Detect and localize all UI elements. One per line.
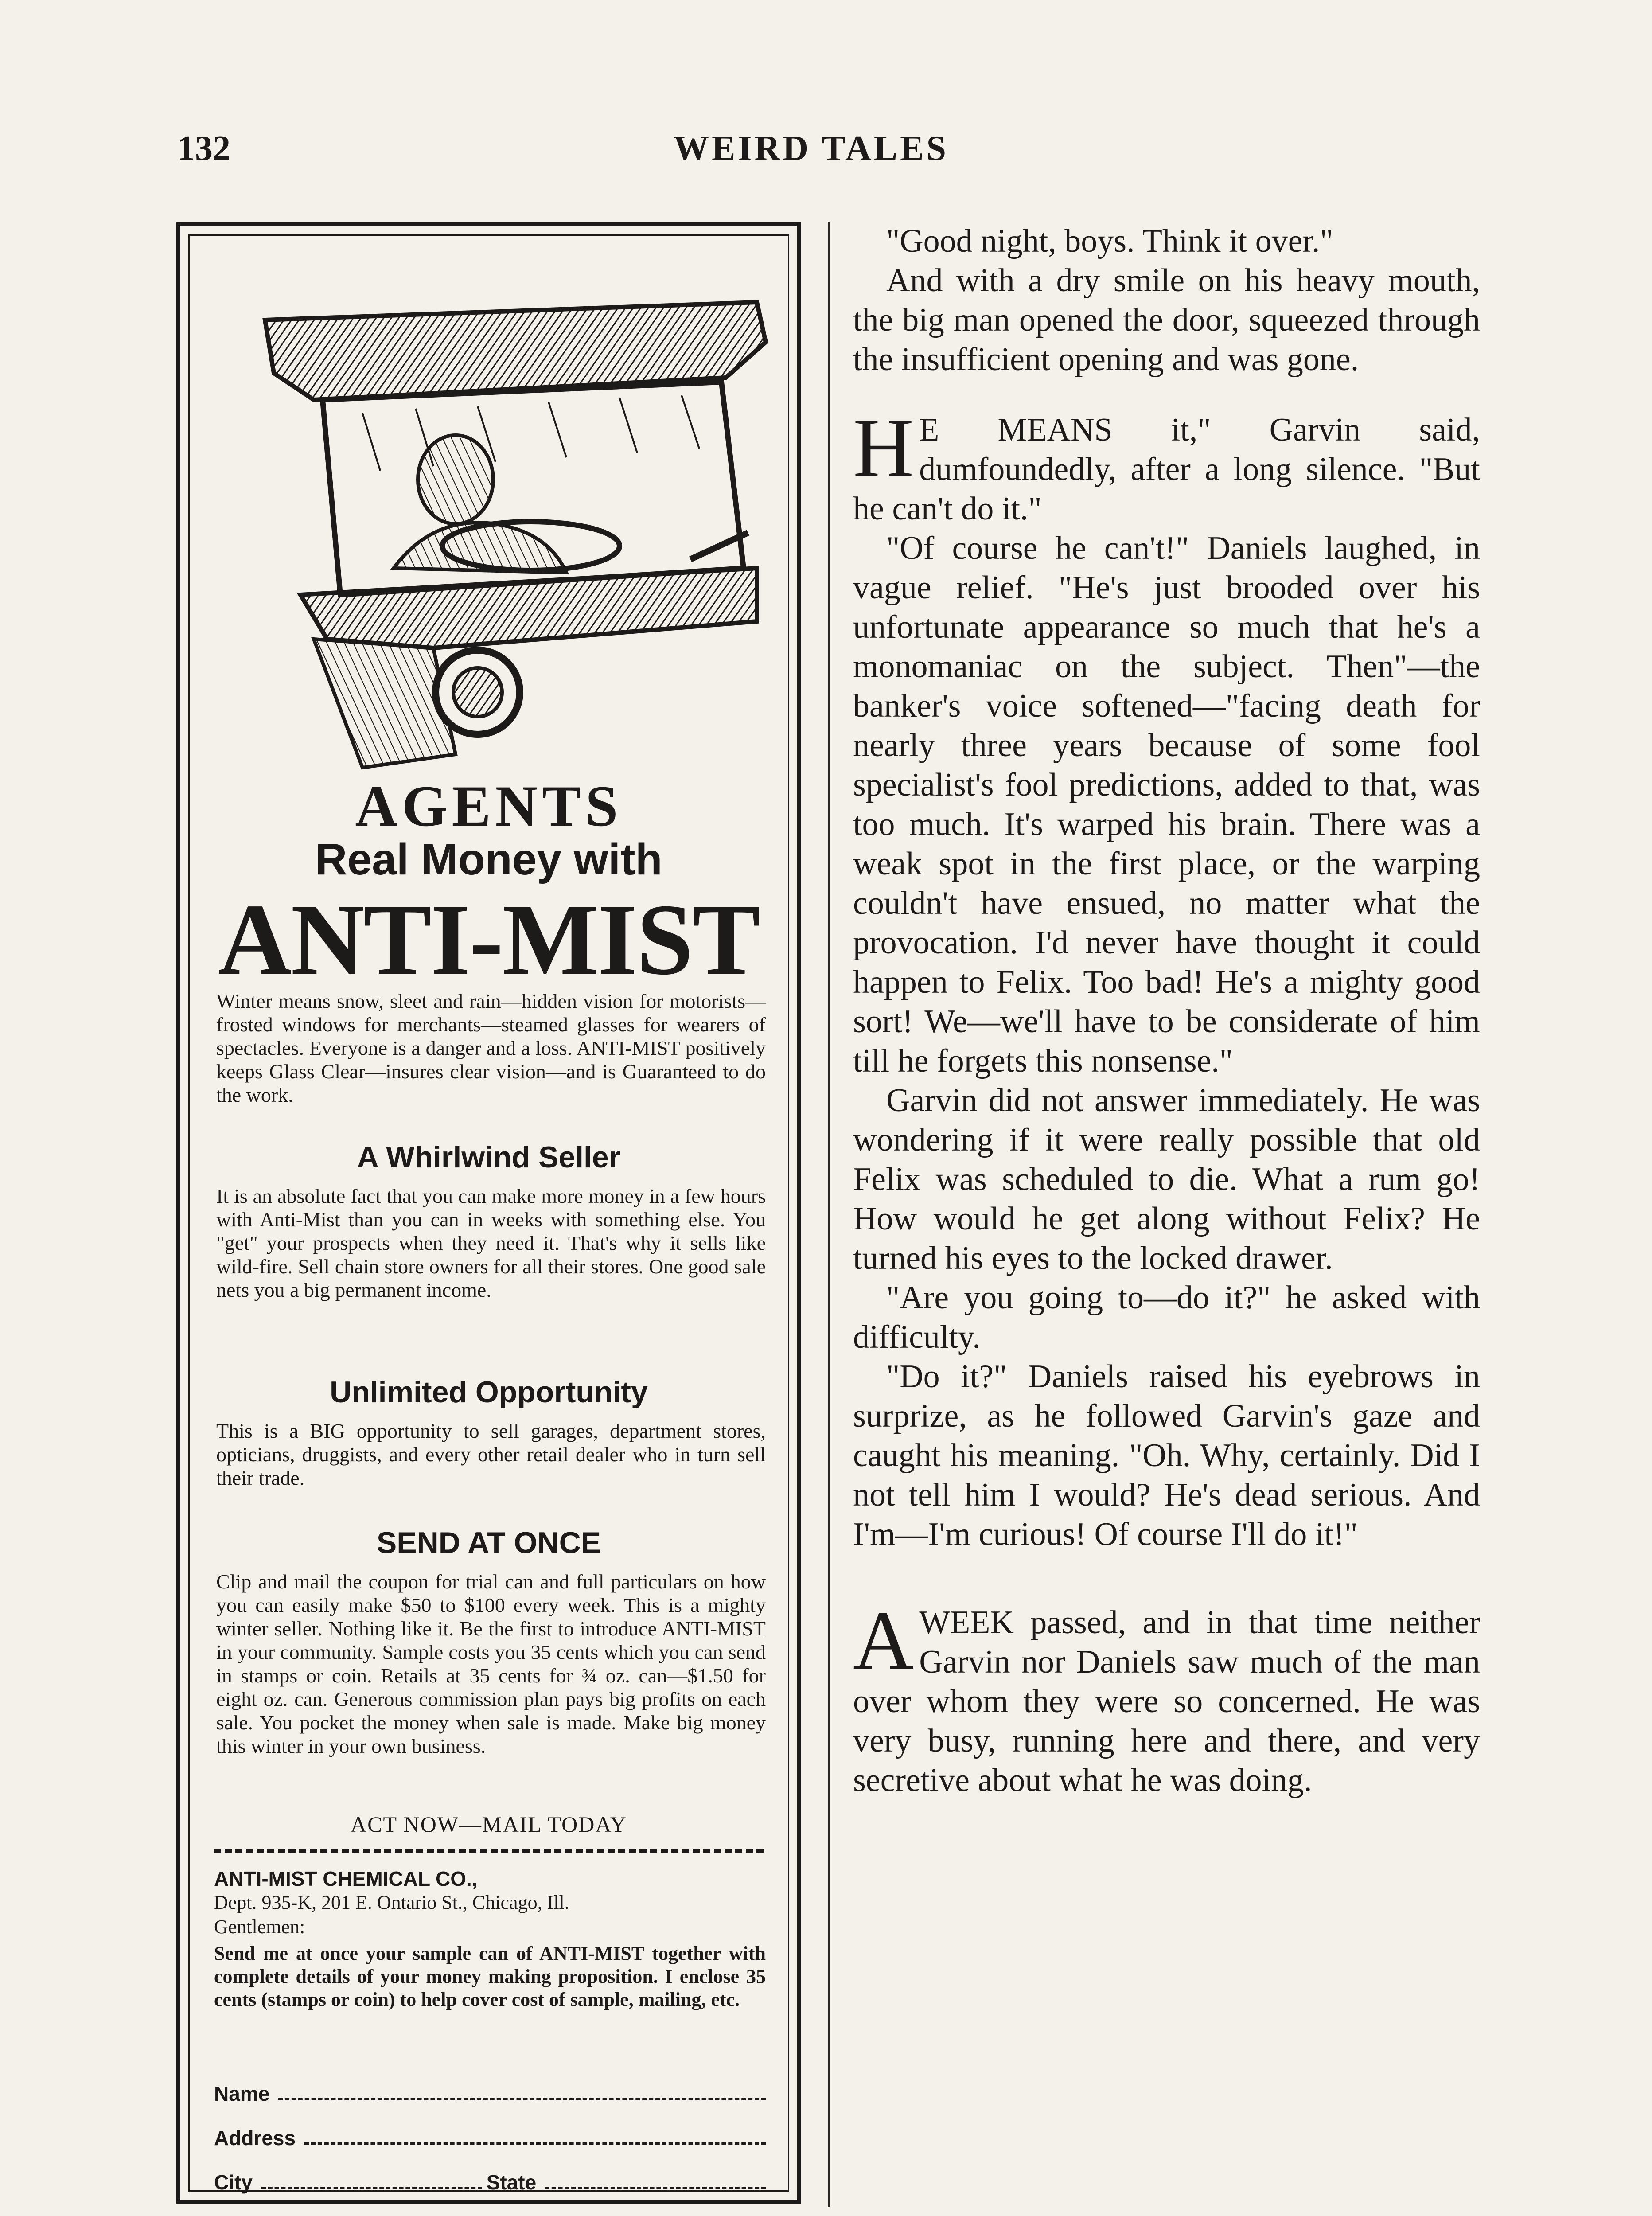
ad-intro-text: Winter means snow, sleet and rain—hidden vision for motorists—frosted windows for merchants—steamed glasses for wearers of spectacles. Everyone is a danger and a loss. ANTI-MIST positively keeps Glass Clear—insures clear vision—and is Guaranteed to do the work. bbox=[216, 990, 766, 1106]
story-paragraph: Garvin did not answer immediately. He was wondering if it were really possible that old Felix was scheduled to die. What a rum go! How would he get along without Felix? He turned his eyes to the locked drawer. bbox=[853, 1082, 1480, 1276]
coupon-cut-line bbox=[214, 1849, 764, 1853]
ad-section-title-whirlwind: A Whirlwind Seller bbox=[357, 1140, 621, 1174]
coupon-name-field bbox=[214, 2082, 766, 2106]
coupon-address-field bbox=[214, 2126, 766, 2150]
coupon-address-line bbox=[304, 2142, 766, 2145]
story-paragraph bbox=[853, 402, 1480, 529]
coupon-state-line bbox=[545, 2187, 766, 2189]
story-paragraph: And with a dry smile on his heavy mouth, the big man opened the door, squeezed through the insufficient opening and was gone. bbox=[853, 262, 1480, 378]
ad-section-text-send: Clip and mail the coupon for trial can and full particulars on how you can easily make $50 to $100 every week. This is a mighty winter seller. Nothing like it. Be the first to introduce ANTI-MIST in your community. Sample costs you 35 cents which you can send in stamps or coin. Retails at 35 cents for ¾ oz. can—$1.50 for eight oz. can. Generous commission plan pays big profits on each sale. You pocket the money when sale is made. Make big money this winter in your own business. bbox=[216, 1570, 766, 1757]
ad-call-to-action: ACT NOW—MAIL TODAY bbox=[351, 1812, 627, 1837]
coupon-city-field bbox=[214, 2170, 766, 2194]
anti-mist-advertisement bbox=[176, 222, 801, 2204]
coupon-state-label: State bbox=[486, 2171, 537, 2194]
story-paragraph: "Do it?" Daniels raised his eyebrows in surprize, as he followed Garvin's gaze and caught his meaning. "Oh. Why, certainly. Did I not tell him I would? He's dead serious. And I'm—I'm curious! Of course I'll do it!" bbox=[853, 1358, 1480, 1553]
coupon-name-line bbox=[278, 2098, 766, 2100]
page-number: 132 bbox=[177, 129, 230, 168]
ad-brand-name: ANTI-MIST bbox=[218, 883, 760, 996]
ad-headline: AGENTS bbox=[355, 773, 623, 839]
running-head: WEIRD TALES bbox=[674, 129, 949, 168]
car-windshield-illustration bbox=[247, 285, 775, 776]
ad-inner-border bbox=[188, 234, 789, 2192]
story-paragraph: "Of course he can't!" Daniels laughed, in vague relief. "He's just brooded over his unfortunate appearance so much that he's a monomaniac on the subject. Then"—the banker's voice softened—"facing death for nearly three years because of some fool specialist's fool predictions, added to that, was too much. It's warped his brain. There was a weak spot in the first place, or the warping couldn't have ensued, no matter what the provocation. I'd never have thought it could happen to Felix. Too bad! He's a mighty good sort! We—we'll have to be considerate of him till he forgets this nonsense." bbox=[853, 530, 1480, 1079]
coupon-name-label: Name bbox=[214, 2082, 270, 2105]
ad-section-title-send: SEND AT ONCE bbox=[376, 1526, 601, 1560]
ad-subheadline: Real Money with bbox=[315, 835, 662, 884]
story-paragraph: "Are you going to—do it?" he asked with difficulty. bbox=[853, 1280, 1480, 1355]
paragraph-text: passed, and in that time neither Garvin nor Daniels saw much of the man over whom they were so concerned. He was very busy, running here and there, and very secretive about what he was doing. bbox=[853, 1604, 1480, 1799]
small-caps-lead: E MEANS bbox=[919, 412, 1113, 448]
coupon-city-label: City bbox=[214, 2171, 253, 2194]
coupon-address: Dept. 935-K, 201 E. Ontario St., Chicago, Ill. bbox=[214, 1892, 569, 1913]
ad-section-text-opportunity: This is a BIG opportunity to sell garages, department stores, opticians, druggists, and every other retail dealer who in turn sell their trade. bbox=[216, 1420, 766, 1489]
ad-section-title-opportunity: Unlimited Opportunity bbox=[330, 1375, 648, 1409]
drop-cap: H bbox=[853, 402, 914, 495]
ad-section-text-whirlwind: It is an absolute fact that you can make more money in a few hours with Anti-Mist than you can in weeks with something else. You "get" your prospects when they need it. That's why it sells like wild-fire. Sell chain store owners for all their stores. One good sale nets you a big permanent income. bbox=[216, 1185, 766, 1301]
drop-cap: A bbox=[853, 1594, 914, 1687]
small-caps-lead: WEEK bbox=[919, 1604, 1014, 1641]
story-column bbox=[853, 222, 1480, 1800]
column-rule bbox=[828, 222, 830, 2207]
coupon-city-line bbox=[261, 2187, 482, 2189]
story-paragraph bbox=[853, 1594, 1480, 1800]
coupon-address-label: Address bbox=[214, 2126, 296, 2150]
coupon-company: ANTI-MIST CHEMICAL CO., bbox=[214, 1867, 478, 1890]
coupon-body: Send me at once your sample can of ANTI-MIST together with complete details of your money making proposition. I enclose 35 cents (stamps or coin) to help cover cost of sample, mailing, etc. bbox=[214, 1943, 766, 2010]
paragraph-text: it," Garvin said, dumfoundedly, after a long silence. "But he can't do it." bbox=[853, 412, 1480, 527]
coupon-salutation: Gentlemen: bbox=[214, 1916, 305, 1938]
story-paragraph: "Good night, boys. Think it over." bbox=[886, 223, 1333, 259]
